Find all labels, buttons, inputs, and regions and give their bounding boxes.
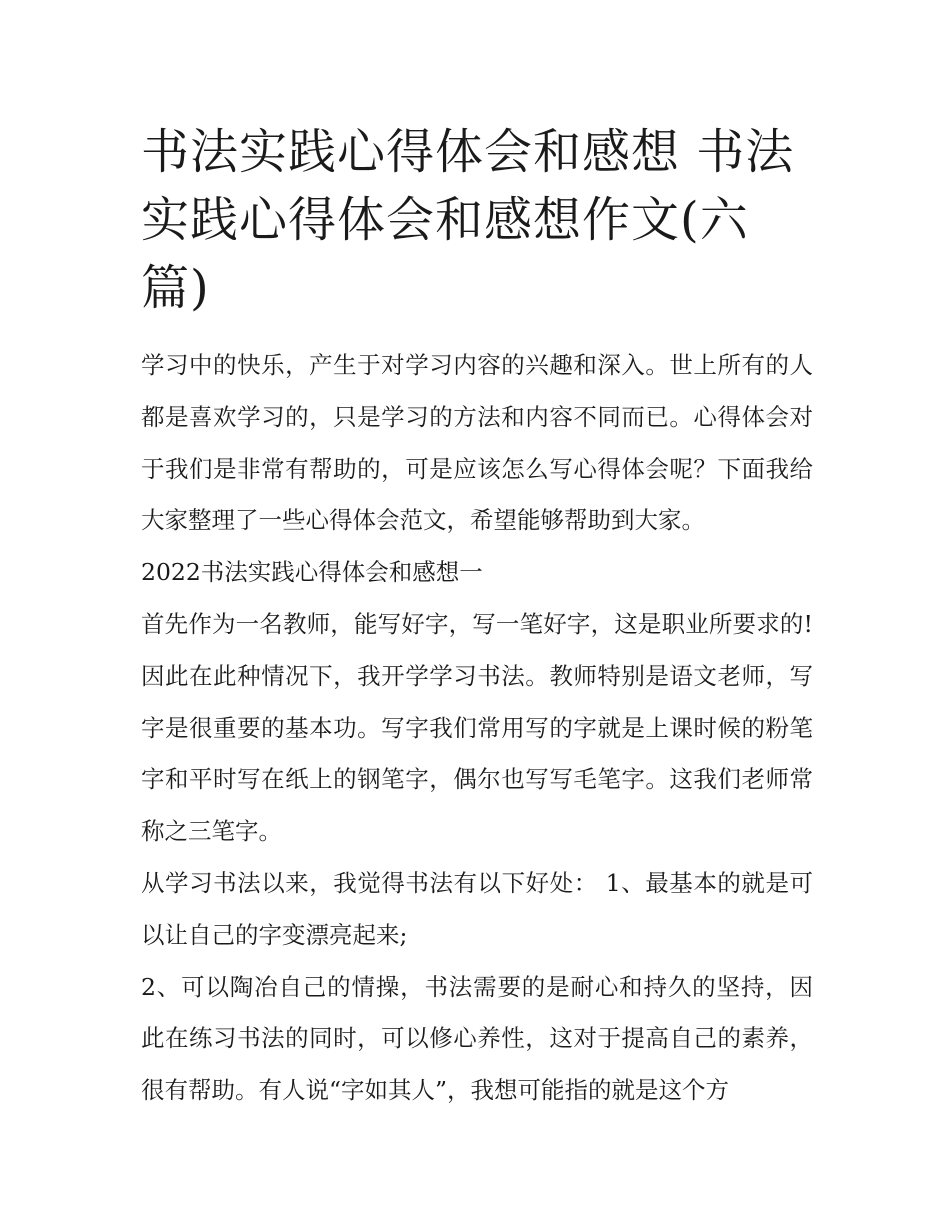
document-body (141, 118, 813, 1117)
section-heading: 2022书法实践心得体会和感想一 (141, 558, 483, 587)
intro-paragraph: 学习中的快乐，产生于对学习内容的兴趣和深入。世上所有的人都是喜欢学习的，只是学习的方法和内容不同而已。心得体会对于我们是非常有帮助的，可是应该怎么写心得体会呢？下面我给大家整理了一些心得体会范文，希望能够帮助到大家。 (141, 351, 813, 535)
body-paragraph: 首先作为一名教师，能写好字，写一笔好字，这是职业所要求的!因此在此种情况下，我开学学习书法。教师特别是语文老师，写字是很重要的基本功。写字我们常用写的字就是上课时候的粉笔字和平时写在纸上的钢笔字，偶尔也写写毛笔字。这我们老师常称之三笔字。 (141, 609, 813, 846)
document-title: 书法实践心得体会和感想 书法实践心得体会和感想作文(六篇) (141, 124, 795, 316)
body-paragraph: 从学习书法以来，我觉得书法有以下好处： 1、最基本的就是可以让自己的字变漂亮起来; (141, 868, 813, 949)
body-paragraph: 2、可以陶冶自己的情操，书法需要的是耐心和持久的坚持，因此在练习书法的同时，可以修心养性，这对于提高自己的素养，很有帮助。有人说“字如其人”，我想可能指的就是这个方 (141, 972, 813, 1105)
